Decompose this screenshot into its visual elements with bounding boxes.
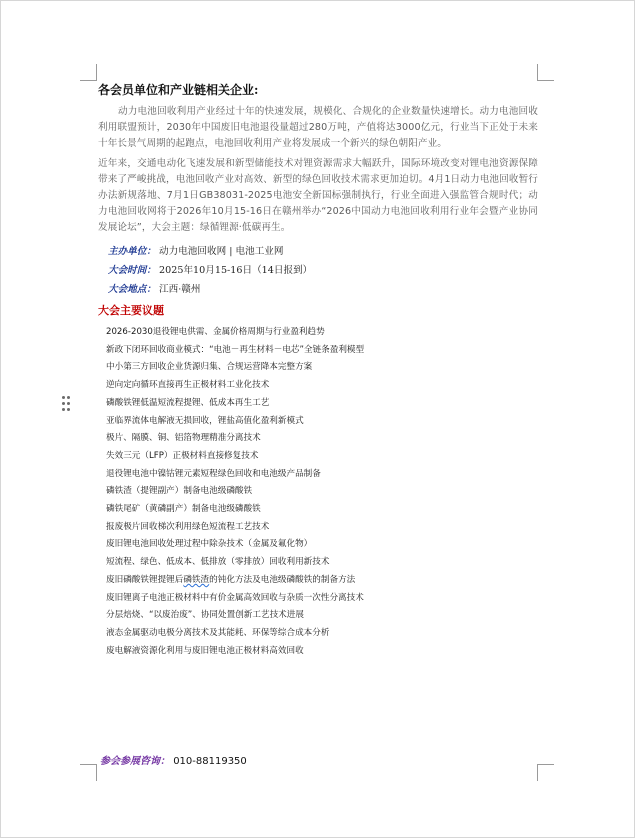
- salutation: 各会员单位和产业链相关企业:: [98, 83, 259, 97]
- topic-item: 废旧锂离子电池正极材料中有价金属高效回收与杂质一次性分离技术: [106, 592, 364, 603]
- topic-item: 极片、隔膜、铜、铝箔物理精准分离技术: [106, 433, 261, 444]
- organizer-value: 动力电池回收网 | 电池工业网: [159, 246, 284, 257]
- topic-item: 磷酸铁锂低温短流程提锂、低成本再生工艺: [106, 397, 270, 408]
- document-body: [98, 82, 538, 660]
- topic-item: 报废极片回收梯次利用绿色短流程工艺技术: [106, 521, 270, 532]
- spellcheck-underlined-text[interactable]: 磷铁渣: [183, 574, 210, 585]
- page-margin-corner-bottom-left: [80, 764, 97, 781]
- topics-heading: 大会主要议题: [98, 304, 164, 317]
- place-row: [108, 280, 538, 299]
- time-value: 2025年10月15-16日（14日报到）: [159, 265, 313, 276]
- organizer-label: 主办单位：: [108, 246, 156, 257]
- topic-text-start: 废旧磷酸铁锂提锂后: [106, 574, 184, 585]
- page-margin-corner-top-right: [537, 64, 554, 81]
- place-value: 江西·赣州: [159, 284, 201, 295]
- topic-item: 废旧锂电池回收处理过程中除杂技术（金属及氟化物）: [106, 539, 313, 550]
- contact-phone: 010-88119350: [173, 756, 247, 767]
- drag-handle-icon[interactable]: [62, 396, 72, 412]
- topic-item: 废电解液资源化利用与废旧锂电池正极材料高效回收: [106, 645, 304, 656]
- topic-item: 逆向定向循环直接再生正极材料工业化技术: [106, 380, 270, 391]
- background-paragraph: 近年来，交通电动化飞速发展和新型储能技术对锂资源需求大幅跃升，国际环境改变对锂电池资源保障带来了严峻挑战，电池回收产业对高效、新型的绿色回收技术需求更加迫切。4月1日动力电池回收暂行办法新规落地、7月1日GB38031-2025电池安全新国标强制执行，行业全面进入强监管合规时代；动力电池回收网将于2026年10月15-16日在赣州举办“2026中国动力电池回收利用行业年会暨产业协同发展论坛”，大会主题：绿循锂源·低碳再生。: [98, 158, 538, 233]
- contact-line: [100, 754, 247, 770]
- contact-label: 参会参展咨询：: [100, 756, 170, 767]
- topic-text-end: 的钝化方法及电池级磷酸铁的制备方法: [209, 574, 356, 585]
- time-label: 大会时间：: [108, 265, 156, 276]
- topic-item: 液态金属驱动电极分离技术及其能耗、环保等综合成本分析: [106, 627, 330, 638]
- topic-item: [106, 572, 538, 590]
- organizer-row: [108, 242, 538, 261]
- topic-item: 磷铁尾矿（黄磷副产）制备电池级磷酸铁: [106, 504, 261, 515]
- conference-info: [108, 242, 538, 299]
- page-margin-corner-bottom-right: [537, 764, 554, 781]
- topic-item: 2026-2030退役锂电供需、金属价格周期与行业盈利趋势: [106, 327, 325, 337]
- topic-item: 中小第三方回收企业货源归集、合规运营降本完整方案: [106, 362, 313, 373]
- topic-item: 短流程、绿色、低成本、低排放（零排放）回收利用新技术: [106, 557, 330, 568]
- topic-item: 磷铁渣（提锂副产）制备电池级磷酸铁: [106, 486, 253, 497]
- topics-list: [98, 324, 538, 660]
- topic-item: 亚临界流体电解液无损回收，锂盐高值化盈利新模式: [106, 415, 304, 426]
- time-row: [108, 261, 538, 280]
- topic-item: 退役锂电池中镍钴锂元素短程绿色回收和电池级产品制备: [106, 468, 321, 479]
- intro-paragraph: 动力电池回收利用产业经过十年的快速发展，规模化、合规化的企业数量快速增长。动力电池回收利用联盟预计，2030年中国废旧电池退役量超过280万吨，产值将达3000亿元，行业当下正处于未来十年长景气周期的起跑点，电池回收利用产业将发展成一个新兴的绿色朝阳产业。: [98, 106, 538, 149]
- topic-item: 分层焙烧、“以废治废”、协同处置创新工艺技术进展: [106, 610, 304, 621]
- topic-item: 新政下闭环回收商业模式：“电池－再生材料－电芯”全链条盈利模型: [106, 344, 365, 355]
- place-label: 大会地点：: [108, 284, 156, 295]
- page-margin-corner-top-left: [80, 64, 97, 81]
- topic-item: 失效三元（LFP）正极材料直接修复技术: [106, 450, 259, 461]
